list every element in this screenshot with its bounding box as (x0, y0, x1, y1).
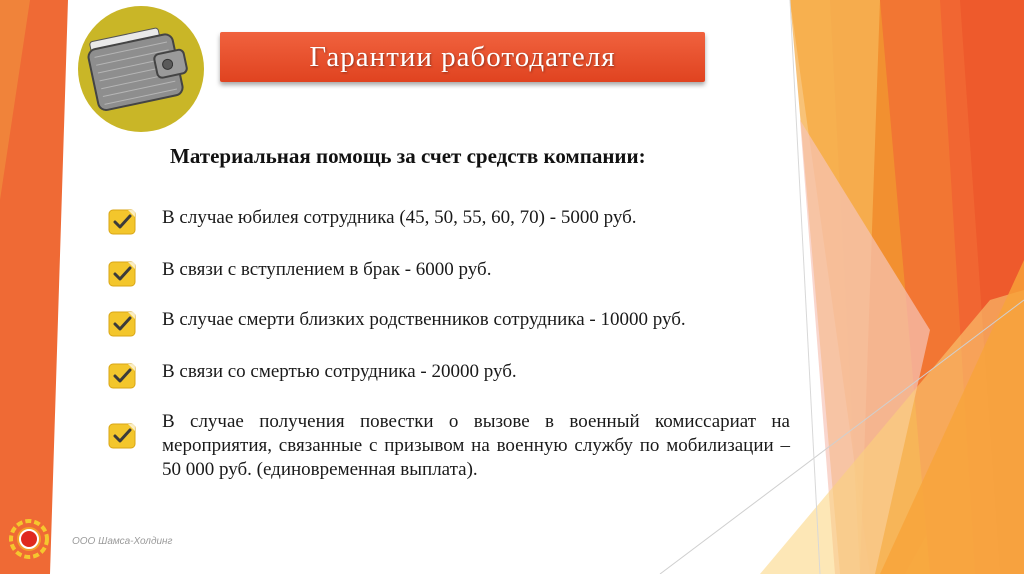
list-item-text: В связи со смертью сотрудника - 20000 руб. (162, 361, 517, 382)
checkmark-icon (108, 362, 138, 390)
footer-company-name: ООО Шамса-Холдинг (72, 536, 173, 547)
checkmark-icon (108, 422, 138, 450)
slide-subtitle: Материальная помощь за счет средств компании: (170, 144, 646, 168)
checkmark-icon (108, 310, 138, 338)
checkmark-icon (108, 208, 138, 236)
slide-title: Гарантии работодателя (309, 40, 616, 73)
checkmark-icon (108, 260, 138, 288)
list-item-text: В случае получения повестки о вызове в военный комиссариат на мероприятия, связанные с призывом на военную службу по мобилизации – 50 000 руб. (единовременная выплата). (162, 411, 790, 480)
benefit-list (108, 0, 798, 574)
list-item-text: В случае смерти близких родственников сотрудника - 10000 руб. (162, 309, 686, 330)
company-logo-icon (8, 518, 50, 560)
list-item-text: В связи с вступлением в брак - 6000 руб. (162, 259, 492, 280)
list-item-text: В случае юбилея сотрудника (45, 50, 55, 60, 70) - 5000 руб. (162, 207, 637, 228)
